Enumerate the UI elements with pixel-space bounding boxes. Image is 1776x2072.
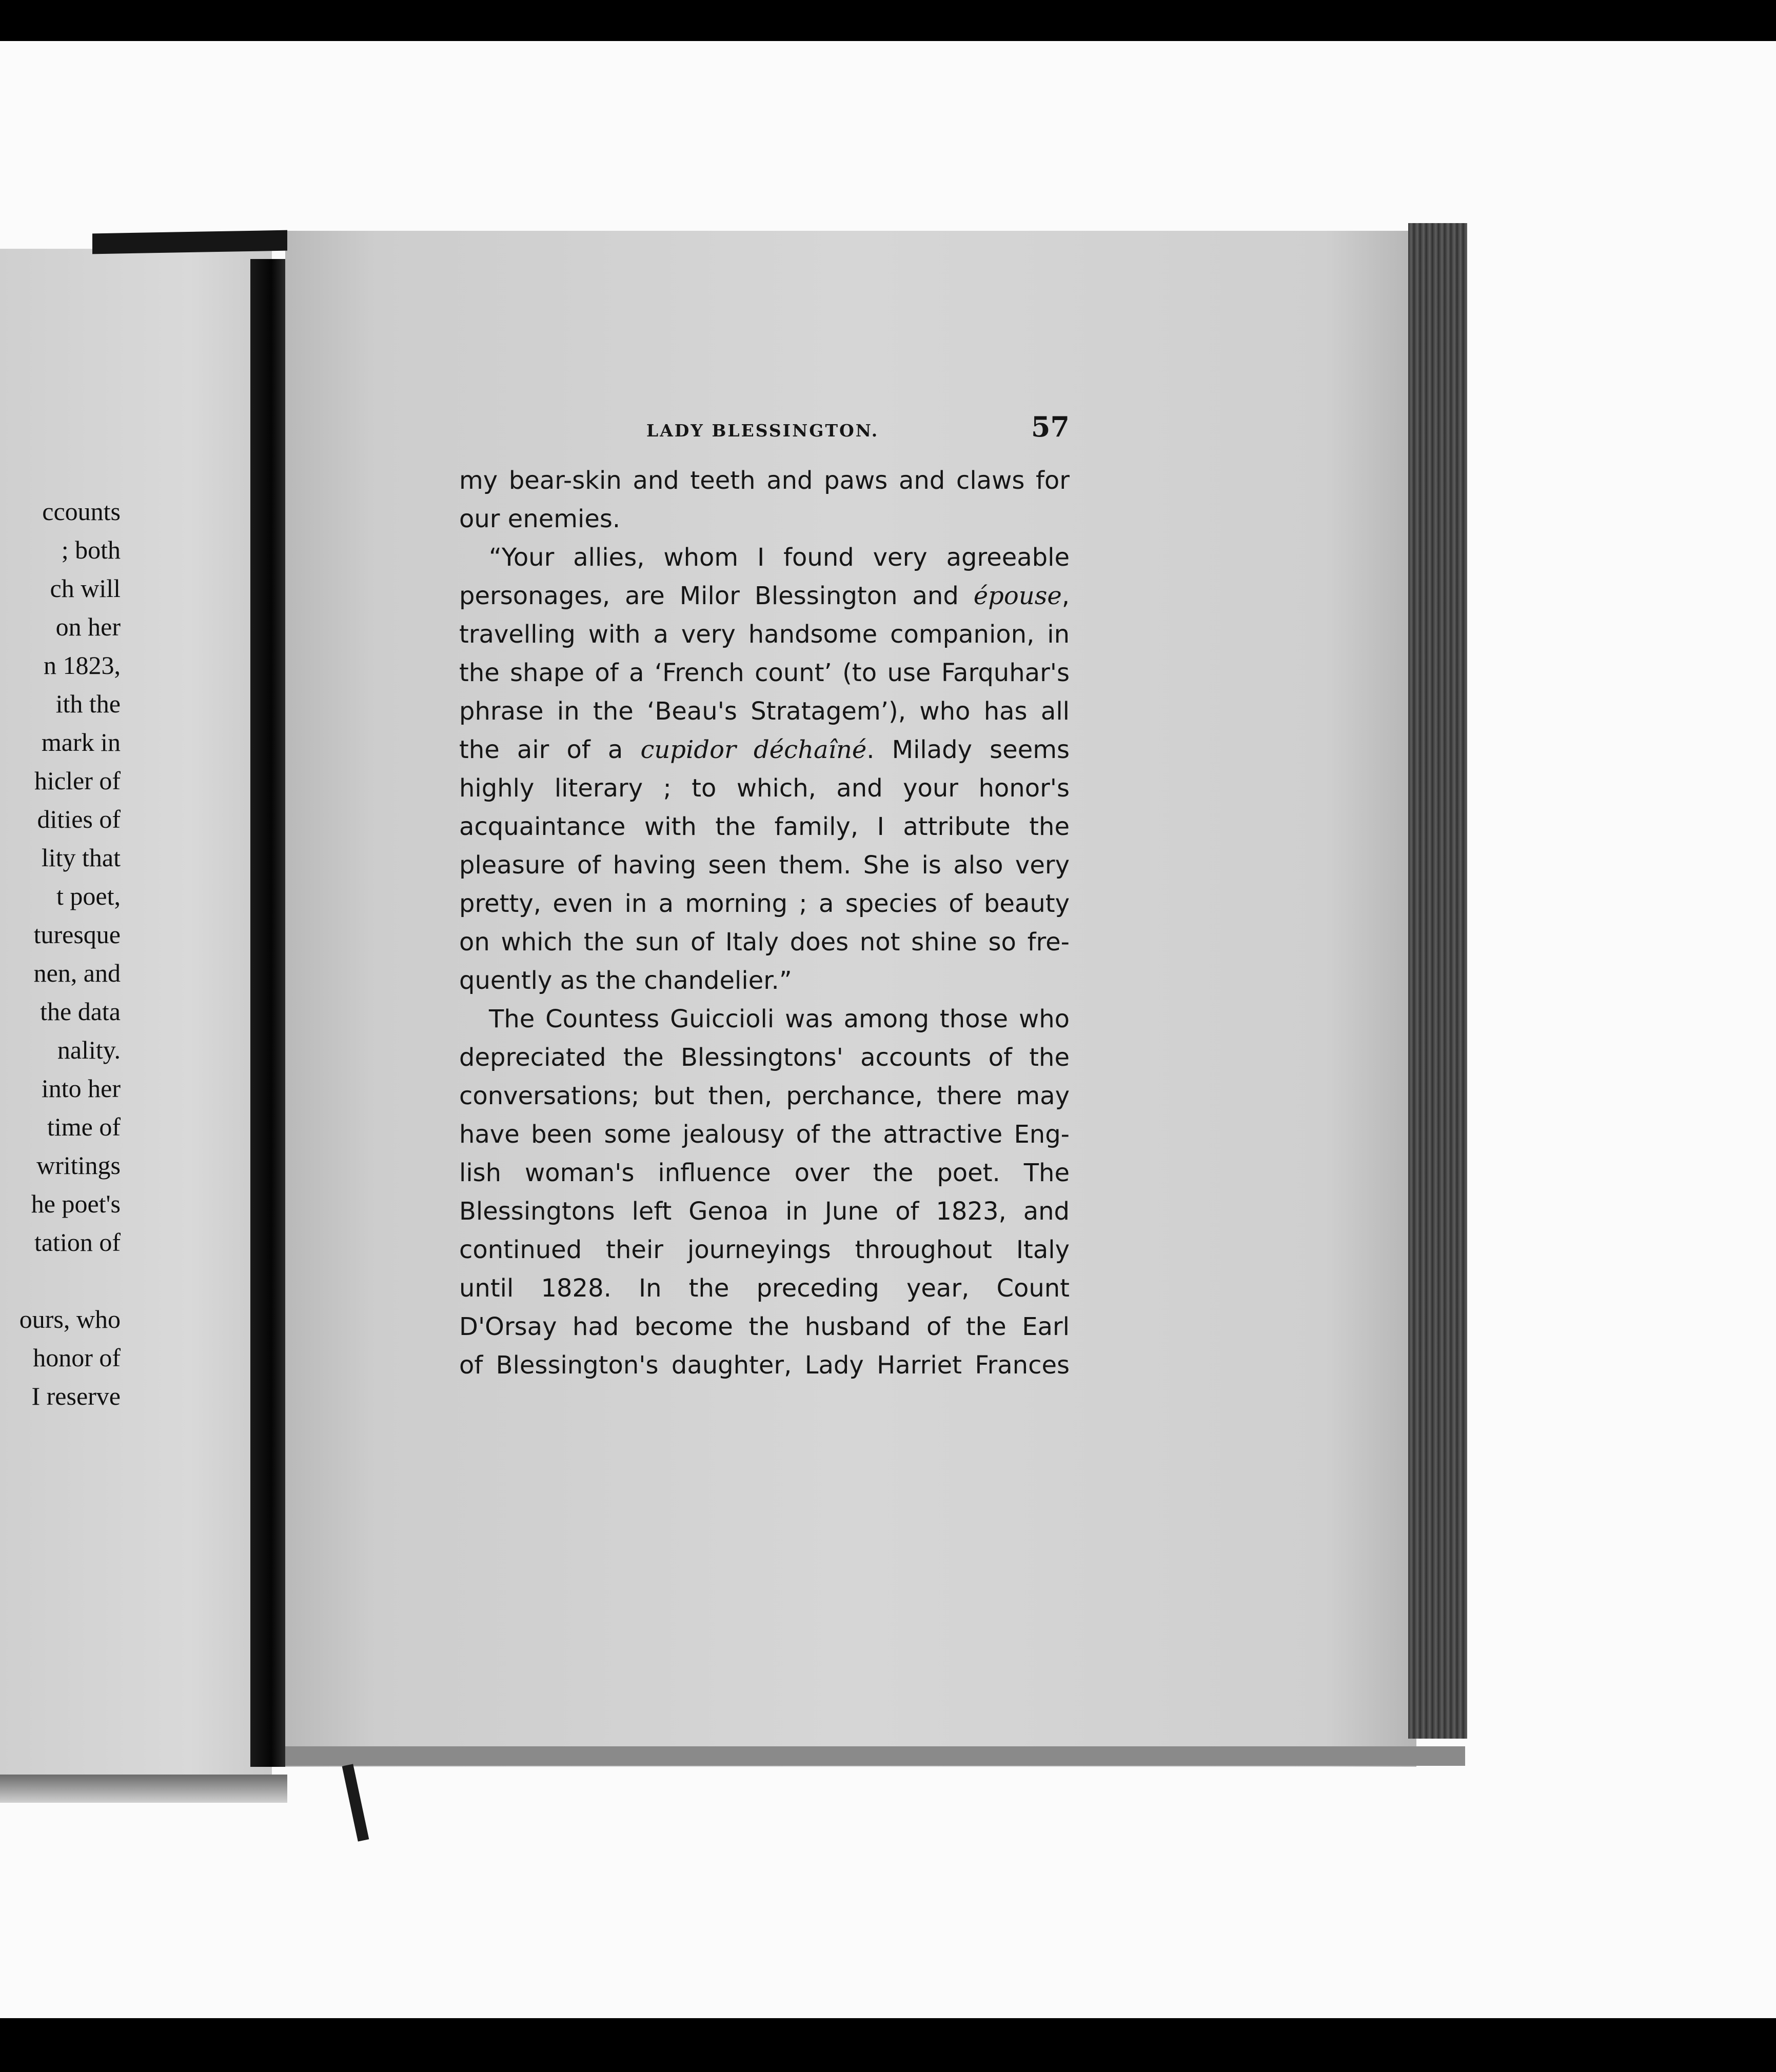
page-number: 57 <box>1031 410 1070 443</box>
left-page-line: on her <box>55 612 121 641</box>
left-page-line: t poet, <box>56 882 121 910</box>
text-line: our enemies. <box>459 505 621 533</box>
left-page-line: ; both <box>61 535 121 564</box>
left-page-line: mark in <box>41 728 121 756</box>
left-page-line: dities of <box>37 805 121 833</box>
left-page-line: tation of <box>34 1228 121 1257</box>
left-page-line: I reserve <box>31 1382 121 1410</box>
text-line: The Countess Guiccioli was among those who <box>489 1005 1070 1033</box>
running-head <box>459 410 1070 456</box>
book-cover-bottom-edge <box>285 1746 1465 1766</box>
text-line: continued their journeyings throughout Italy <box>459 1236 1070 1264</box>
left-page-line: ccounts <box>42 497 121 526</box>
text-line: Blessingtons left Genoa in June of 1823, and <box>459 1197 1070 1226</box>
italic-phrase: cupidor déchaîné <box>640 735 867 764</box>
text-line: my bear-skin and teeth and paws and claws for <box>459 466 1070 495</box>
text-line: acquaintance with the family, I attribute the <box>459 812 1070 841</box>
left-page-line: hicler of <box>34 766 121 795</box>
text-line <box>459 577 1070 615</box>
text-line: “Your allies, whom I found very agreeable <box>489 543 1070 572</box>
left-page-line: nen, and <box>33 959 121 987</box>
text-line: pretty, even in a morning ; a species of beauty <box>459 889 1070 918</box>
left-page-line: ch will <box>50 574 121 603</box>
left-page-line: time of <box>47 1112 121 1141</box>
left-page-text <box>0 492 121 1416</box>
left-page-line: writings <box>36 1151 121 1180</box>
left-page-line: ith the <box>55 689 121 718</box>
text-line: have been some jealousy of the attractive Eng- <box>459 1120 1070 1149</box>
film-border-bottom <box>0 2018 1776 2072</box>
left-page-line: lity that <box>41 843 121 872</box>
text-segment: personages, are Milor Blessington and <box>459 582 974 610</box>
left-page-line: ours, who <box>19 1305 121 1333</box>
text-line: quently as the chandelier.” <box>459 966 792 995</box>
book-gutter <box>250 259 285 1767</box>
running-title: LADY BLESSINGTON. <box>646 421 879 441</box>
text-line: on which the sun of Italy does not shine so fre- <box>459 928 1070 957</box>
text-line: travelling with a very handsome companion, in <box>459 620 1070 649</box>
text-line <box>459 731 1070 769</box>
page-block-edge <box>1408 223 1467 1739</box>
text-segment: , <box>1061 582 1070 610</box>
left-page-line: nality. <box>57 1035 121 1064</box>
text-segment: the air of a <box>459 735 641 764</box>
left-page-line: n 1823, <box>44 651 121 680</box>
text-line: of Blessington's daughter, Lady Harriet Frances <box>459 1351 1070 1380</box>
left-page-line <box>0 1262 121 1300</box>
text-line: highly literary ; to which, and your honor's <box>459 774 1070 803</box>
film-border-top <box>0 0 1776 41</box>
italic-phrase: épouse <box>973 582 1062 610</box>
text-line: until 1828. In the preceding year, Count <box>459 1274 1070 1303</box>
text-line: lish woman's influence over the poet. The <box>459 1159 1070 1187</box>
left-page-line: into her <box>41 1074 121 1103</box>
text-line: pleasure of having seen them. She is also very <box>459 851 1070 880</box>
text-line: D'Orsay had become the husband of the Earl <box>459 1312 1070 1341</box>
text-line: phrase in the ‘Beau's Stratagem’), who has all <box>459 697 1070 726</box>
body-text <box>459 462 1070 1385</box>
left-page-line: he poet's <box>31 1189 121 1218</box>
left-page-line: honor of <box>33 1343 121 1372</box>
ribbon-bookmark-top <box>92 230 287 254</box>
left-page-line: the data <box>40 997 121 1026</box>
left-page-line: turesque <box>33 920 121 949</box>
text-line: the shape of a ‘French count’ (to use Farquhar's <box>459 659 1070 687</box>
right-page-content <box>459 410 1070 1385</box>
text-segment: . Milady seems <box>866 735 1070 764</box>
left-page-edge-shadow <box>0 1775 287 1803</box>
text-line: depreciated the Blessingtons' accounts of the <box>459 1043 1070 1072</box>
text-line: conversations; but then, perchance, there may <box>459 1082 1070 1110</box>
